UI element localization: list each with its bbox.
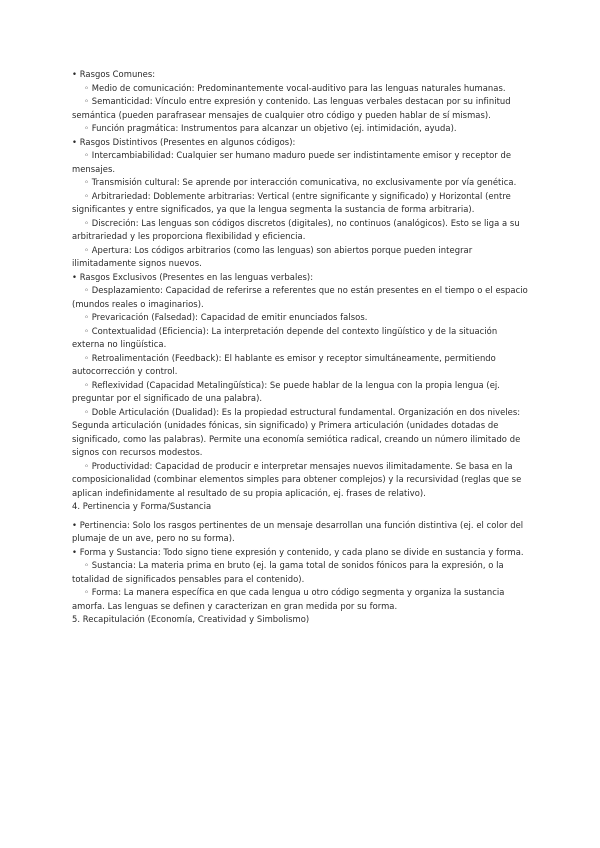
list-item — [72, 284, 530, 311]
sub-bullet-icon: ◦ — [84, 123, 89, 133]
bullet-icon: • — [72, 69, 77, 79]
list-item-text: Forma: La manera específica en que cada lengua u otro código segmenta y organiza la sustancia amorfa. Las lenguas se definen y caracterizan en gran medida por su forma. — [72, 587, 505, 611]
list-item-text: Apertura: Los códigos arbitrarios (como las lenguas) son abiertos porque pueden integrar ilimitadamente signos nuevos. — [72, 244, 473, 268]
list-item-text: Semanticidad: Vínculo entre expresión y contenido. Las lenguas verbales destacan por su infinitud semántica (pueden parafrasear mensajes de cualquier otro código y pueden hablar de sí mismas). — [72, 96, 511, 120]
bullet-icon: • — [72, 546, 77, 557]
list-item-text: Medio de comunicación: Predominantemente vocal-auditivo para las lenguas naturales humanas. — [91, 82, 506, 93]
list-item — [72, 406, 530, 460]
list-item-text: Contextualidad (Eficiencia): La interpretación depende del contexto lingüístico y de la situación externa no lingüística. — [72, 325, 498, 349]
list-item — [72, 519, 530, 546]
list-item — [72, 559, 530, 586]
list-item-text: Arbitrariedad: Doblemente arbitrarias: Vertical (entre significante y significado) y Horizontal (entre significantes y entre significados, ya que la lengua segmenta la sustancia de forma arbitraria). — [72, 190, 511, 214]
list-item-text: Transmisión cultural: Se aprende por interacción comunicativa, no exclusivamente por vía genética. — [91, 177, 517, 187]
list-item — [72, 271, 530, 285]
sub-bullet-icon: ◦ — [84, 285, 89, 295]
list-item-text: Rasgos Comunes: — [79, 69, 156, 79]
list-item — [72, 176, 530, 190]
list-item-text: Discreción: Las lenguas son códigos discretos (digitales), no continuos (analógicos). Esto se liga a su arbitrariedad y les proporciona flexibilidad y eficiencia. — [72, 217, 520, 241]
list-item-text: Desplazamiento: Capacidad de referirse a referentes que no están presentes en el tiempo o el espacio (mundos reales o imaginarios). — [72, 285, 528, 309]
sub-bullet-icon: ◦ — [84, 177, 89, 187]
sub-bullet-icon: ◦ — [84, 560, 89, 570]
list-item-text: Intercambiabilidad: Cualquier ser humano maduro puede ser indistintamente emisor y receptor de mensajes. — [72, 150, 512, 174]
sub-bullet-icon: ◦ — [84, 460, 89, 471]
list-item — [72, 82, 530, 96]
sub-bullet-icon: ◦ — [84, 217, 89, 228]
list-item-text: Prevaricación (Falsedad): Capacidad de emitir enunciados falsos. — [91, 312, 368, 322]
list-item-text: Rasgos Exclusivos (Presentes en las lenguas verbales): — [79, 271, 314, 282]
list-item-text: Reflexividad (Capacidad Metalingüística): Se puede hablar de la lengua con la propia lengua (ej. preguntar por el significado de una palabra). — [72, 379, 500, 403]
sub-bullet-icon: ◦ — [84, 379, 89, 390]
list-item-text: Productividad: Capacidad de producir e interpretar mensajes nuevos ilimitadamente. Se basa en la composicionalidad (combinar elementos simples para obtener complejos) y la recursividad (reglas que se aplican indefinidamente al resultado de su propia aplicación, ej. frases de relativo). — [72, 460, 522, 498]
list-item-text: Retroalimentación (Feedback): El hablante es emisor y receptor simultáneamente, permitiendo autocorrección y control. — [72, 352, 496, 376]
list-item — [72, 379, 530, 406]
list-item — [72, 136, 530, 150]
bullet-icon: • — [72, 271, 77, 282]
sub-bullet-icon: ◦ — [84, 190, 89, 201]
list-item — [72, 190, 530, 217]
list-item — [72, 586, 530, 613]
list-item — [72, 149, 530, 176]
list-item — [72, 95, 530, 122]
list-item — [72, 68, 530, 82]
list-item-text: Forma y Sustancia: Todo signo tiene expresión y contenido, y cada plano se divide en sustancia y forma. — [79, 546, 524, 557]
list-item-text: Pertinencia: Solo los rasgos pertinentes de un mensaje desarrollan una función distintiva (ej. el color del plumaje de un ave, pero no su forma). — [72, 519, 524, 543]
sub-bullet-icon: ◦ — [84, 312, 89, 322]
list-item — [72, 325, 530, 352]
list-item — [72, 122, 530, 136]
list-item — [72, 546, 530, 560]
document-page — [72, 68, 530, 627]
list-item — [72, 244, 530, 271]
sub-bullet-icon: ◦ — [84, 150, 89, 160]
list-item — [72, 352, 530, 379]
sub-bullet-icon: ◦ — [84, 587, 89, 597]
sub-bullet-icon: ◦ — [84, 325, 89, 336]
section-heading-4: 4. Pertinencia y Forma/Sustancia — [72, 501, 212, 511]
list-item — [72, 217, 530, 244]
list-item-text: Sustancia: La materia prima en bruto (ej. la gama total de sonidos fónicos para la expresión, o la totalidad de significados pensables para el contenido). — [72, 560, 504, 584]
sub-bullet-icon: ◦ — [84, 352, 89, 363]
sub-bullet-icon: ◦ — [84, 406, 89, 417]
list-item-text: Doble Articulación (Dualidad): Es la propiedad estructural fundamental. Organización en dos niveles: Segunda articulación (unidades fónicas, sin significado) y Primera articulación (unidades dotadas de significado, como las palabras). Permite una economía semiótica radical, creando un número ilimitado de signos con recursos modestos. — [72, 406, 521, 457]
pertinencia-list — [72, 519, 530, 614]
sub-bullet-icon: ◦ — [84, 96, 89, 106]
bullet-icon: • — [72, 136, 77, 147]
rasgos-list — [72, 68, 530, 500]
list-item — [72, 460, 530, 501]
list-item-text: Rasgos Distintivos (Presentes en algunos códigos): — [79, 136, 296, 147]
list-item — [72, 311, 530, 325]
list-item-text: Función pragmática: Instrumentos para alcanzar un objetivo (ej. intimidación, ayuda). — [91, 123, 457, 133]
sub-bullet-icon: ◦ — [84, 82, 89, 93]
section-heading-5: 5. Recapitulación (Economía, Creatividad y Simbolismo) — [72, 614, 310, 624]
bullet-icon: • — [72, 519, 77, 530]
sub-bullet-icon: ◦ — [84, 244, 89, 255]
